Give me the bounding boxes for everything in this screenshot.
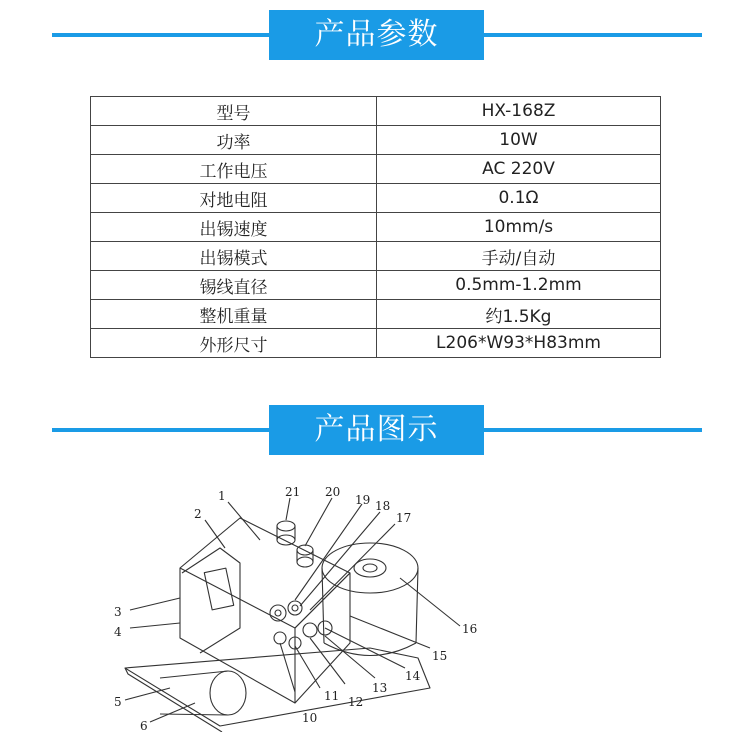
section-title-params: 产品参数 xyxy=(269,10,484,60)
callout-15: 15 xyxy=(432,649,448,663)
callout-1: 1 xyxy=(218,489,226,503)
callout-12: 12 xyxy=(348,695,364,709)
section-header-params xyxy=(0,10,750,60)
param-value: 10W xyxy=(377,126,661,155)
table-row xyxy=(91,97,661,126)
param-key: 出锡速度 xyxy=(91,213,377,242)
callout-5: 5 xyxy=(114,695,122,709)
table-row xyxy=(91,300,661,329)
param-key: 锡线直径 xyxy=(91,271,377,300)
table-row xyxy=(91,242,661,271)
section-title-figure: 产品图示 xyxy=(269,405,484,455)
section-header-figure xyxy=(0,405,750,455)
param-key: 工作电压 xyxy=(91,155,377,184)
callout-17: 17 xyxy=(396,511,412,525)
param-key: 出锡模式 xyxy=(91,242,377,271)
param-key: 整机重量 xyxy=(91,300,377,329)
param-key: 型号 xyxy=(91,97,377,126)
param-value: 手动/自动 xyxy=(377,242,661,271)
table-row xyxy=(91,213,661,242)
param-value: 0.1Ω xyxy=(377,184,661,213)
callout-14: 14 xyxy=(405,669,421,683)
callout-2: 2 xyxy=(194,507,202,521)
param-key: 功率 xyxy=(91,126,377,155)
param-value: AC 220V xyxy=(377,155,661,184)
spool-top xyxy=(322,543,418,593)
product-diagram xyxy=(100,478,540,732)
callout-13: 13 xyxy=(372,681,388,695)
table-row xyxy=(91,126,661,155)
table-row xyxy=(91,271,661,300)
callout-18: 18 xyxy=(375,499,391,513)
callout-21: 21 xyxy=(285,485,301,499)
table-row xyxy=(91,155,661,184)
callout-4: 4 xyxy=(114,625,122,639)
param-value: L206*W93*H83mm xyxy=(377,329,661,358)
lever xyxy=(204,568,233,610)
table-row xyxy=(91,329,661,358)
param-value: 0.5mm-1.2mm xyxy=(377,271,661,300)
callout-6: 6 xyxy=(140,719,148,732)
callout-20: 20 xyxy=(325,485,341,499)
callout-19: 19 xyxy=(355,493,371,507)
table-row xyxy=(91,184,661,213)
param-value: 10mm/s xyxy=(377,213,661,242)
callout-16: 16 xyxy=(462,622,478,636)
param-key: 对地电阻 xyxy=(91,184,377,213)
callout-3: 3 xyxy=(114,605,122,619)
param-value: 约1.5Kg xyxy=(377,300,661,329)
callout-11: 11 xyxy=(324,689,340,703)
callout-10: 10 xyxy=(302,711,318,725)
param-key: 外形尺寸 xyxy=(91,329,377,358)
param-value: HX-168Z xyxy=(377,97,661,126)
params-table xyxy=(90,96,661,358)
housing-front xyxy=(180,568,295,703)
